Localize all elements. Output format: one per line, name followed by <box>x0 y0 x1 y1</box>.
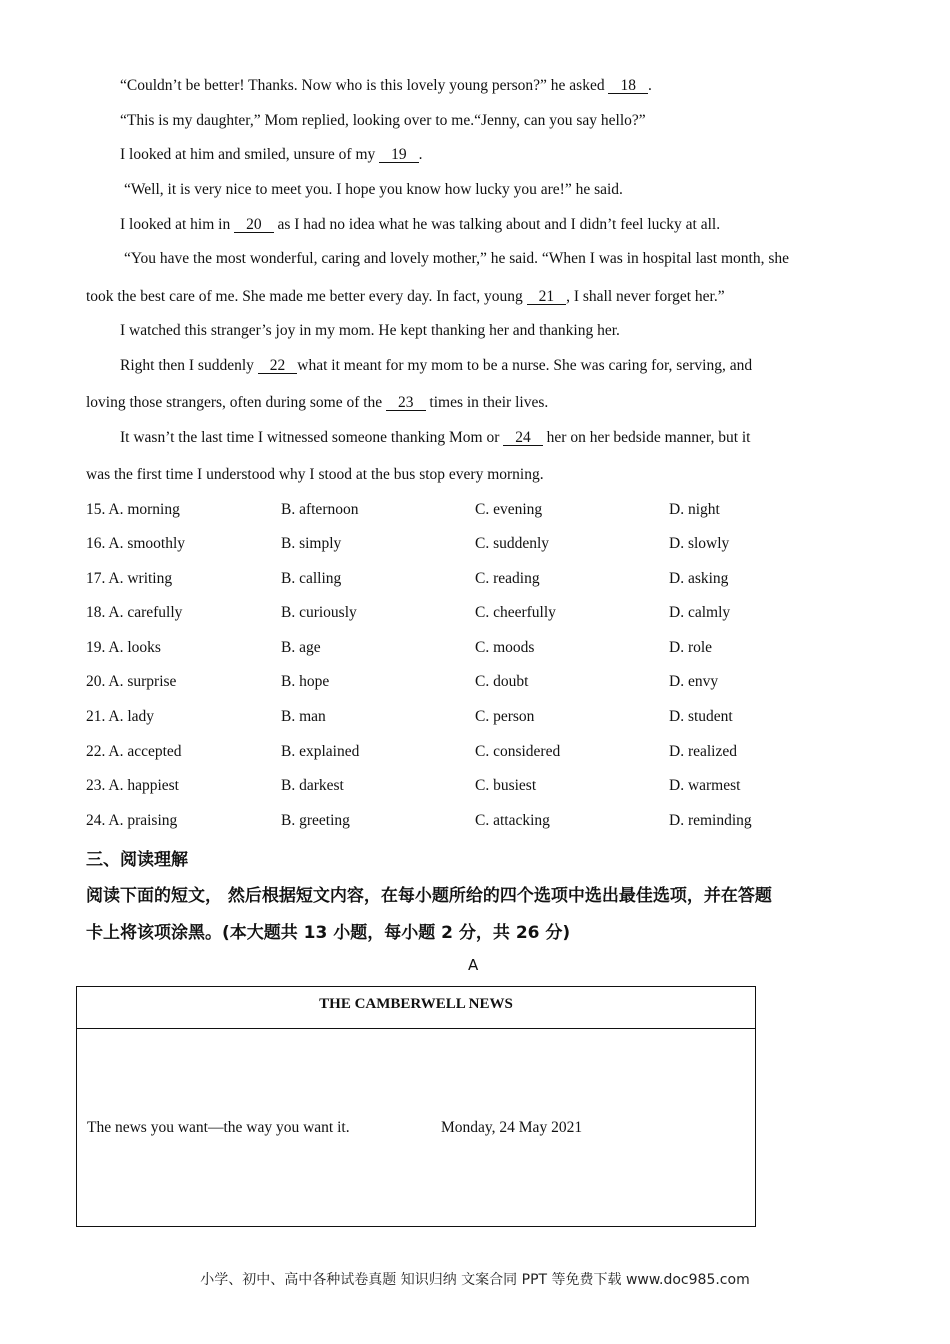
option-b: B. darkest <box>281 777 344 794</box>
option-a: 17. A. writing <box>86 570 173 587</box>
option-b: B. greeting <box>281 812 350 829</box>
passage-line: took the best care of me. She made me better every day. In fact, young 21 , I shall never forget her.” <box>86 288 725 305</box>
question-24-options <box>86 812 866 832</box>
question-20-options <box>86 673 866 693</box>
passage-line: “Couldn’t be better! Thanks. Now who is this lovely young person?” he asked 18 . <box>120 77 652 94</box>
passage-line: “Well, it is very nice to meet you. I hope you know how lucky you are!” he said. <box>124 181 623 198</box>
option-c: C. doubt <box>475 673 529 690</box>
option-c: C. person <box>475 708 535 725</box>
news-tagline: The news you want—the way you want it. <box>87 1119 350 1136</box>
option-a: 18. A. carefully <box>86 604 183 621</box>
option-a: 15. A. morning <box>86 501 180 518</box>
option-b: B. simply <box>281 535 342 552</box>
option-d: D. envy <box>669 673 719 690</box>
option-c: C. evening <box>475 501 543 518</box>
option-c: C. moods <box>475 639 535 656</box>
option-b: B. explained <box>281 743 360 760</box>
passage-line: Right then I suddenly 22 what it meant for my mom to be a nurse. She was caring for, serving, and <box>120 357 753 374</box>
option-c: C. busiest <box>475 777 537 794</box>
question-21-options <box>86 708 866 728</box>
option-d: D. slowly <box>669 535 730 552</box>
passage-line: was the first time I understood why I stood at the bus stop every morning. <box>86 466 544 483</box>
news-box <box>76 986 756 1227</box>
blank-22: 22 <box>258 358 298 374</box>
question-17-options <box>86 570 866 590</box>
news-title: THE CAMBERWELL NEWS <box>77 987 755 1029</box>
passage-line: loving those strangers, often during some of the 23 times in their lives. <box>86 394 549 411</box>
blank-23: 23 <box>386 395 426 411</box>
option-b: B. curiously <box>281 604 357 621</box>
question-15-options <box>86 501 866 521</box>
option-d: D. role <box>669 639 713 656</box>
news-date: Monday, 24 May 2021 <box>441 1119 583 1136</box>
passage-line: I watched this stranger’s joy in my mom. He kept thanking her and thanking her. <box>120 322 620 339</box>
option-d: D. reminding <box>669 812 752 829</box>
option-a: 19. A. looks <box>86 639 161 656</box>
option-d: D. warmest <box>669 777 741 794</box>
section-heading: 三、阅读理解 <box>86 850 188 870</box>
footer-watermark: 小学、初中、高中各种试卷真题 知识归纳 文案合同 PPT 等免费下载 www.doc985.com <box>200 1272 750 1288</box>
blank-18: 18 <box>608 78 648 94</box>
option-c: C. cheerfully <box>475 604 556 621</box>
option-c: C. suddenly <box>475 535 550 552</box>
question-19-options <box>86 639 866 659</box>
passage-line: I looked at him and smiled, unsure of my 19 . <box>120 146 423 163</box>
option-b: B. hope <box>281 673 330 690</box>
option-d: D. asking <box>669 570 729 587</box>
section-instruction: 卡上将该项涂黑。(本大题共 13 小题，每小题 2 分，共 26 分) <box>86 923 571 943</box>
option-a: 16. A. smoothly <box>86 535 186 552</box>
passage-line: It wasn’t the last time I witnessed someone thanking Mom or 24 her on her bedside manner, but it <box>120 429 751 446</box>
option-a: 22. A. accepted <box>86 743 182 760</box>
blank-24: 24 <box>503 430 543 446</box>
option-c: C. attacking <box>475 812 550 829</box>
option-b: B. afternoon <box>281 501 359 518</box>
question-16-options <box>86 535 866 555</box>
question-23-options <box>86 777 866 797</box>
blank-19: 19 <box>379 147 419 163</box>
option-b: B. age <box>281 639 321 656</box>
option-a: 24. A. praising <box>86 812 178 829</box>
passage-line: “You have the most wonderful, caring and lovely mother,” he said. “When I was in hospital last month, she <box>124 250 790 267</box>
option-d: D. realized <box>669 743 737 760</box>
option-a: 21. A. lady <box>86 708 155 725</box>
option-d: D. student <box>669 708 733 725</box>
blank-20: 20 <box>234 217 274 233</box>
passage-line: I looked at him in 20 as I had no idea what he was talking about and I didn’t feel lucky at all. <box>120 216 721 233</box>
option-a: 20. A. surprise <box>86 673 177 690</box>
question-22-options <box>86 743 866 763</box>
passage-letter: A <box>468 956 479 974</box>
option-a: 23. A. happiest <box>86 777 179 794</box>
option-b: B. man <box>281 708 326 725</box>
option-c: C. reading <box>475 570 540 587</box>
passage-line: “This is my daughter,” Mom replied, looking over to me.“Jenny, can you say hello?” <box>120 112 646 129</box>
option-b: B. calling <box>281 570 342 587</box>
section-instruction: 阅读下面的短文， 然后根据短文内容，在每小题所给的四个选项中选出最佳选项，并在答题 <box>86 886 772 906</box>
option-d: D. calmly <box>669 604 731 621</box>
option-c: C. considered <box>475 743 561 760</box>
blank-21: 21 <box>527 289 567 305</box>
question-18-options <box>86 604 866 624</box>
option-d: D. night <box>669 501 720 518</box>
